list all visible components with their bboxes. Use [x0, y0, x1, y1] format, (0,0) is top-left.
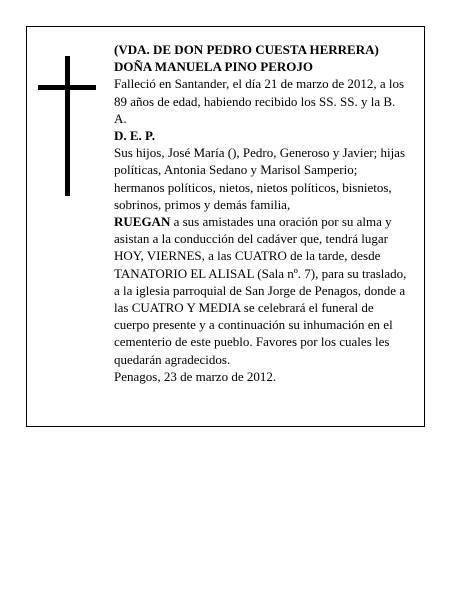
ruegan-word: RUEGAN [114, 214, 171, 230]
cross-vertical-bar [65, 56, 70, 196]
place-date: Penagos, 23 de marzo de 2012. [114, 368, 277, 384]
deceased-name: DOÑA MANUELA PINO PEROJO [114, 59, 313, 75]
request-paragraph [114, 213, 410, 368]
dep-abbreviation: D. E. P. [114, 128, 156, 144]
notice-text [114, 41, 410, 385]
family-list: Sus hijos, José María (), Pedro, Generoso y Javier; hijas políticas, Antonia Sedano y Marisol Samperio; hermanos políticos, nietos, nietos políticos, bisnietos, sobrinos, primos y demás familia, [114, 145, 406, 212]
cross-horizontal-bar [38, 85, 96, 90]
obituary-notice [26, 26, 425, 427]
request-text: a sus amistades una oración por su alma y asistan a la conducción del cadáver que, tendrá lugar HOY, VIERNES, a las CUATRO de la tarde, desde TANATORIO EL ALISAL (Sala nº. 7), para su traslado, a la iglesia parroquial de San Jorge de Penagos, donde a las CUATRO Y MEDIA se celebrará el funeral de cuerpo presente y a continuación su inhumación en el cementerio de este pueblo. Favores por los cuales les quedarán agradecidos. [114, 214, 407, 367]
death-info: Falleció en Santander, el día 21 de marzo de 2012, a los 89 años de edad, habiendo recibido los SS. SS. y la B. A. [114, 76, 405, 126]
widow-of-line: (VDA. DE DON PEDRO CUESTA HERRERA) [114, 42, 379, 57]
